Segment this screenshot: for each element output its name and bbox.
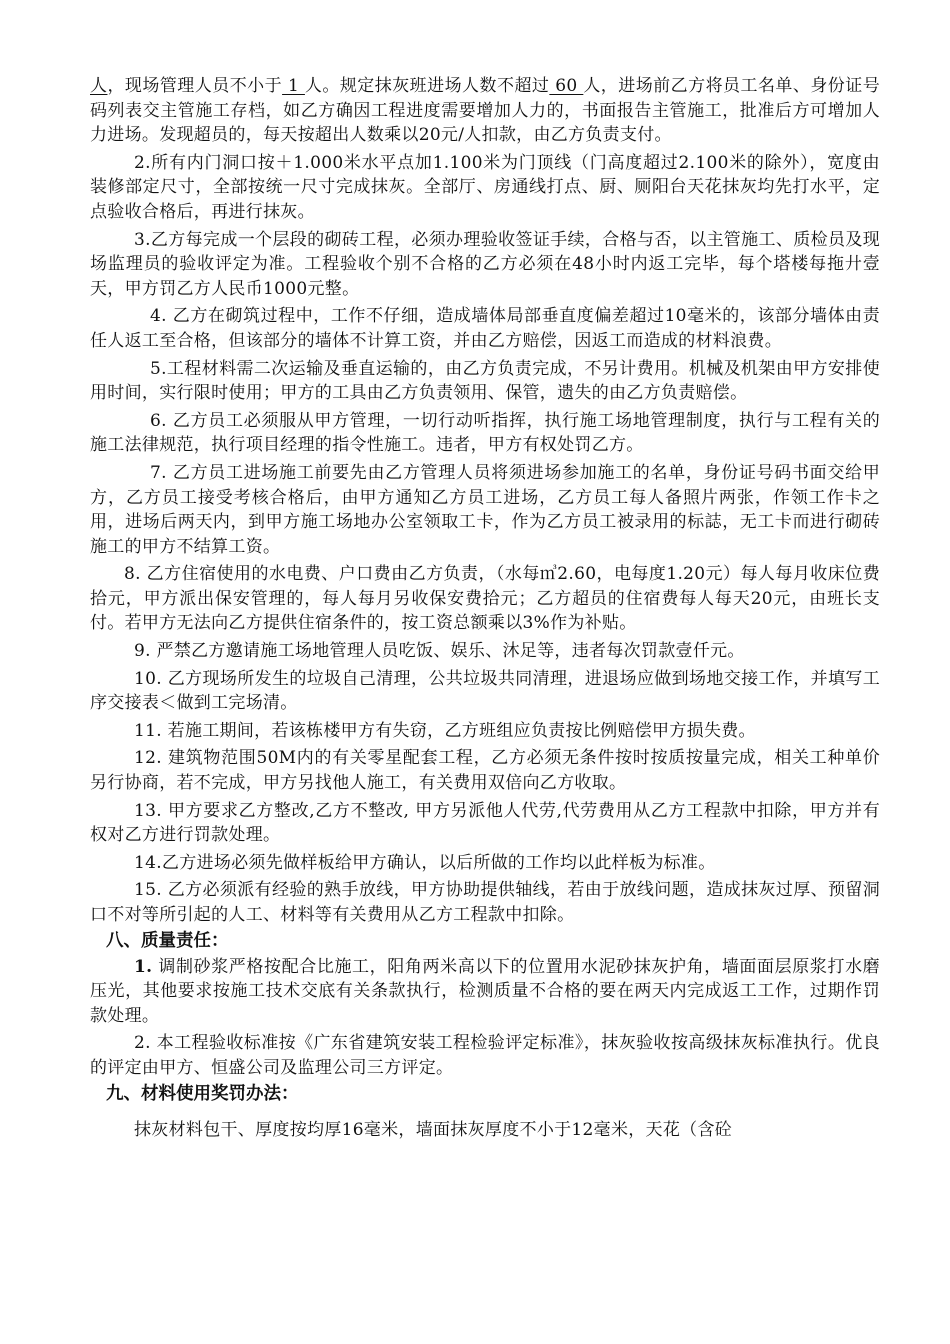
clause-2: 2.所有内门洞口按＋1.000米水平点加1.100米为门顶线（门高度超过2.100米的除外），宽度由装修部定尺寸，全部按统一尺寸完成抹灰。全部厅、房通线打点、厨、厕阳台天花抹灰均先打水平，定点验收合格后，再进行抹灰。 [90, 152, 880, 222]
document-page [90, 74, 880, 1142]
manager-count: 1 [282, 76, 305, 96]
clause-11: 11. 若施工期间，若该栋楼甲方有失窃，乙方班组应负责按比例赔偿甲方损失费。 [134, 720, 756, 741]
intro-text-2: 人。规定抹灰班进场人数不超过 [304, 76, 550, 96]
clause-14: 14.乙方进场必须先做样板给甲方确认，以后所做的工作均以此样板为标准。 [134, 852, 716, 873]
quality-clause-1 [90, 955, 880, 1029]
quality-clause-2: 2. 本工程验收标准按《广东省建筑安装工程检验评定标准》，抹灰验收按高级抹灰标准执行。优良的评定由甲方、恒盛公司及监理公司三方评定。 [90, 1033, 880, 1078]
clause-6: 6. 乙方员工必须服从甲方管理，一切行动听指挥，执行施工场地管理制度，执行与工程有关的施工法律规范，执行项目经理的指令性施工。违者，甲方有权处罚乙方。 [90, 410, 880, 456]
clause-9: 9. 严禁乙方邀请施工场地管理人员吃饭、娱乐、沐足等，违者每次罚款壹仟元。 [134, 641, 745, 662]
clause-8: 8. 乙方住宿使用的水电费、户口费由乙方负责，（水每㎥2.60，电每度1.20元）每人每月收床位费拾元，甲方派出保安管理的，每人每月另收保安费拾元；乙方超员的住宿费每人每天20元，由班长支付。若甲方无法向乙方提供住宿条件的，按工资总额乘以3%作为补贴。 [90, 564, 880, 634]
intro-text-3: 人，进场前乙方将员工名单、身份证号码列表交主管施工存档，如乙方确因工程进度需要增加人力的，书面报告主管施工，批准后方可增加人力进场。发现超员的，每天按超出人数乘以20元/人扣款，由乙方负责支付。 [90, 76, 881, 146]
clause-12: 12. 建筑物范围50M内的有关零星配套工程，乙方必须无条件按时按质按量完成，相关工种单价另行协商，若不完成，甲方另找他人施工，有关费用双倍向乙方收取。 [90, 748, 880, 794]
section-9-text: 抹灰材料包干、厚度按均厚16毫米，墙面抹灰厚度不小于12毫米，天花（含砼 [134, 1119, 733, 1140]
section-9-heading: 九、材料使用奖罚办法： [106, 1083, 299, 1104]
clause-10: 10. 乙方现场所发生的垃圾自己清理，公共垃圾共同清理，进退场应做到场地交接工作，并填写工序交接表＜做到工完场清。 [90, 668, 880, 714]
section-8-heading: 八、质量责任： [106, 930, 229, 951]
intro-paragraph [90, 74, 880, 148]
intro-unit: 人 [90, 76, 108, 96]
worker-limit: 60 [549, 76, 584, 96]
clause-3: 3.乙方每完成一个层段的砌砖工程，必须办理验收签证手续，合格与否，以主管施工、质检员及现场监理员的验收评定为准。工程验收个别不合格的乙方必须在48小时内返工完毕，每个塔楼每拖廾壹天，甲方罚乙方人民币1000元整。 [90, 229, 880, 299]
clause-15: 15. 乙方必须派有经验的熟手放线，甲方协助提供轴线，若由于放线问题，造成抹灰过厚、预留洞口不对等所引起的人工、材料等有关费用从乙方工程款中扣除。 [90, 880, 880, 925]
quality-clause-1-number: 1. [134, 956, 153, 977]
intro-text-1: ，现场管理人员不小于 [107, 76, 283, 96]
clause-13: 13. 甲方要求乙方整改,乙方不整改, 甲方另派他人代劳,代劳费用从乙方工程款中扣除，甲方并有权对乙方进行罚款处理。 [90, 800, 880, 846]
clause-5: 5.工程材料需二次运输及垂直运输的，由乙方负责完成，不另计费用。机械及机架由甲方安排使用时间，实行限时使用；甲方的工具由乙方负责领用、保管，遗失的由乙方负责赔偿。 [90, 358, 880, 404]
clause-4: 4. 乙方在砌筑过程中，工作不仔细，造成墙体局部垂直度偏差超过10毫米的，该部分墙体由责任人返工至合格，但该部分的墙体不计算工资，并由乙方赔偿，因返工而造成的材料浪费。 [90, 306, 880, 351]
clause-7: 7. 乙方员工进场施工前要先由乙方管理人员将须进场参加施工的名单，身份证号码书面交给甲方，乙方员工接受考核合格后，由甲方通知乙方员工进场，乙方员工每人备照片两张，作领工作卡之用，进场后两天内，到甲方施工场地办公室领取工卡，作为乙方员工被录用的标誌，无工卡而进行砌砖施工的甲方不结算工资。 [90, 462, 880, 557]
quality-clause-1-text: 调制砂浆严格按配合比施工，阳角两米高以下的位置用水泥砂抹灰护角，墙面面层原浆打水磨压光，其他要求按施工技术交底有关条款执行，检测质量不合格的要在两天内完成返工工作，过期作罚款处理。 [90, 956, 880, 1026]
